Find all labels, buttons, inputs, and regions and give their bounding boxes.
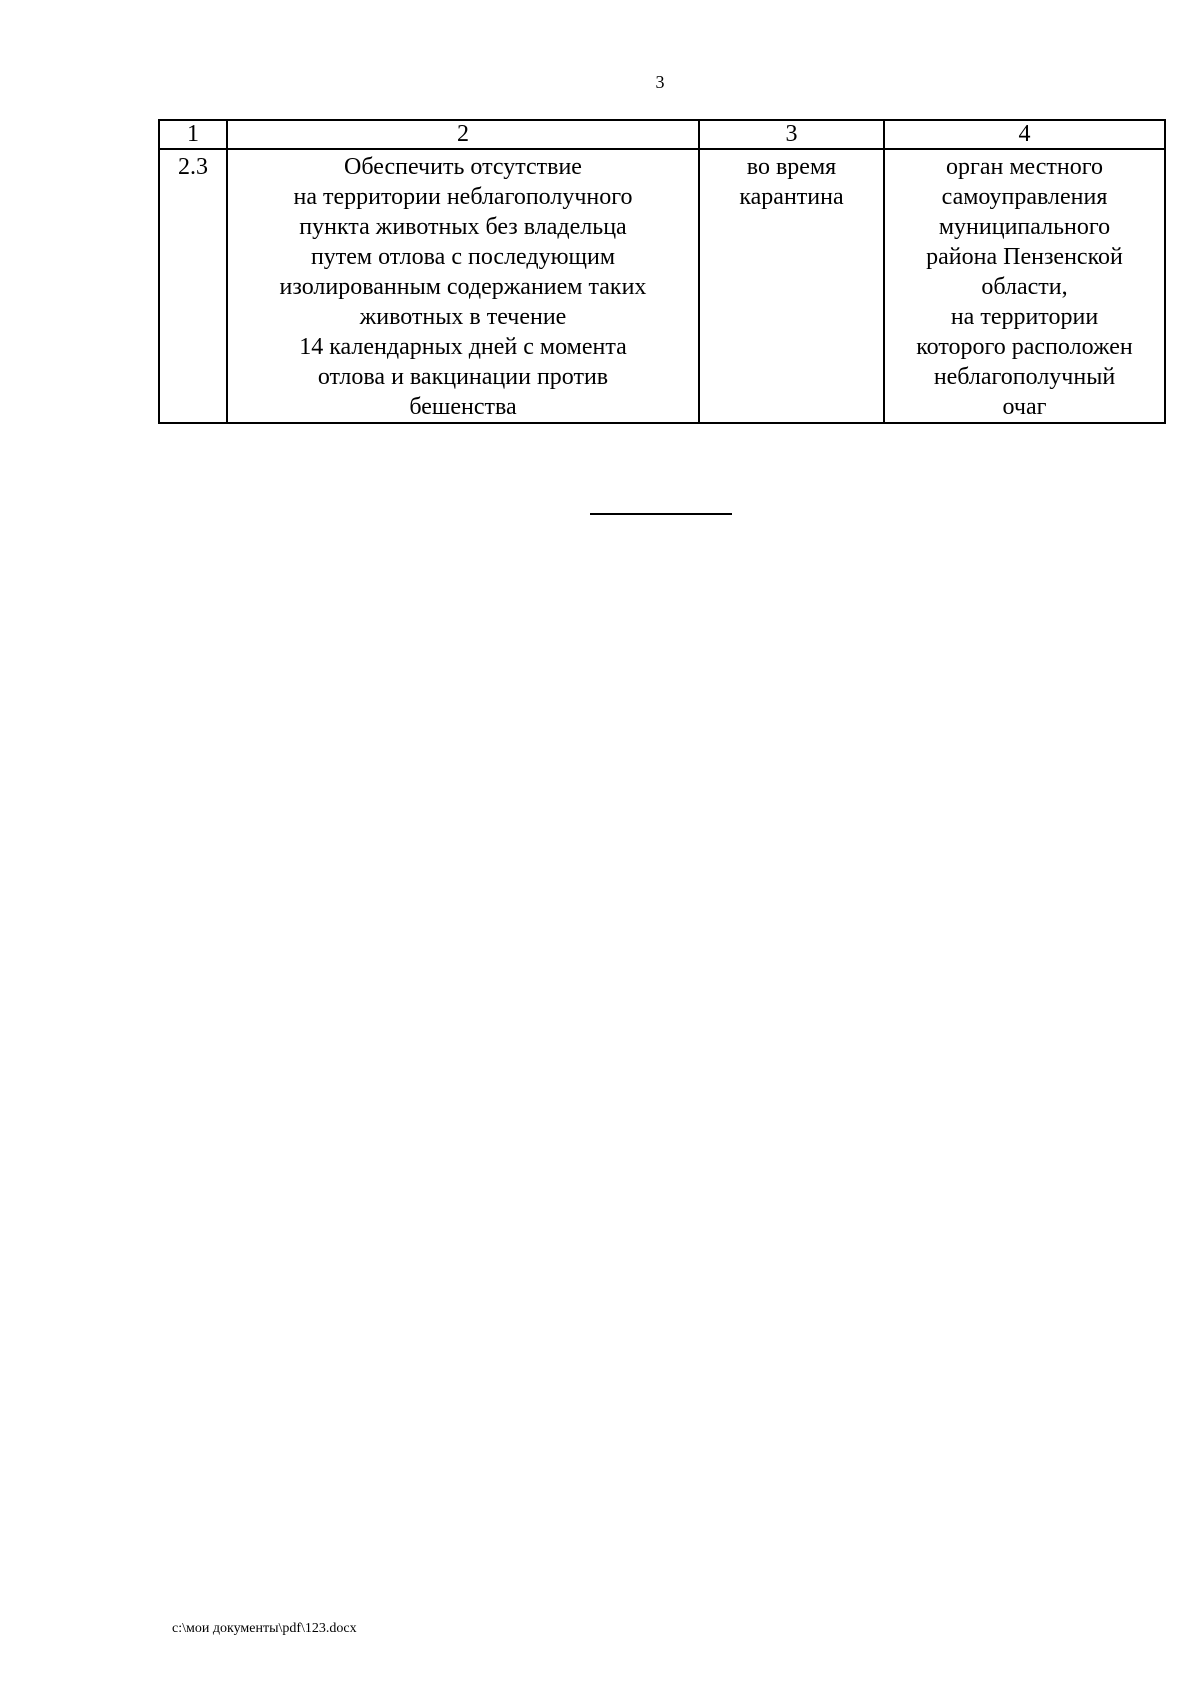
responsible-cell bbox=[884, 149, 1165, 423]
table-header-row bbox=[159, 120, 1165, 149]
header-cell-1: 1 bbox=[159, 120, 227, 149]
responsible-line: муниципального bbox=[938, 214, 1111, 240]
measure-line: Обеспечить отсутствие bbox=[344, 154, 582, 180]
row-number-cell: 2.3 bbox=[159, 149, 227, 423]
header-cell-4: 4 bbox=[884, 120, 1165, 149]
table-row bbox=[159, 149, 1165, 423]
deadline-line: во время bbox=[746, 154, 837, 180]
responsible-line: на территории bbox=[950, 304, 1099, 330]
deadline-line: карантина bbox=[739, 184, 844, 210]
responsible-line: орган местного bbox=[945, 154, 1103, 180]
responsible-line: неблагополучный bbox=[933, 364, 1116, 390]
measure-line: животных в течение bbox=[359, 304, 567, 330]
page-number: 3 bbox=[655, 72, 665, 92]
measure-line: пункта животных без владельца bbox=[299, 214, 627, 240]
measure-line: отлова и вакцинации против bbox=[317, 364, 609, 390]
footer-file-path: c:\мои документы\pdf\123.docx bbox=[172, 1621, 357, 1636]
measure-line: изолированным содержанием таких bbox=[279, 274, 647, 300]
measure-cell bbox=[227, 149, 699, 423]
header-cell-3: 3 bbox=[699, 120, 884, 149]
header-cell-2: 2 bbox=[227, 120, 699, 149]
measure-line: бешенства bbox=[409, 394, 517, 420]
measure-line: путем отлова с последующим bbox=[310, 244, 616, 270]
measure-line: 14 календарных дней с момента bbox=[299, 334, 627, 360]
responsible-line: очаг bbox=[1002, 394, 1047, 420]
measure-line: на территории неблагополучного bbox=[293, 184, 633, 210]
responsible-line: района Пензенской bbox=[926, 244, 1123, 270]
document-end-rule bbox=[590, 513, 732, 515]
responsible-line: которого расположен bbox=[916, 334, 1133, 360]
responsible-line: области, bbox=[981, 274, 1068, 300]
measures-table bbox=[158, 119, 1166, 424]
responsible-line: самоуправления bbox=[941, 184, 1108, 210]
deadline-cell bbox=[699, 149, 884, 423]
